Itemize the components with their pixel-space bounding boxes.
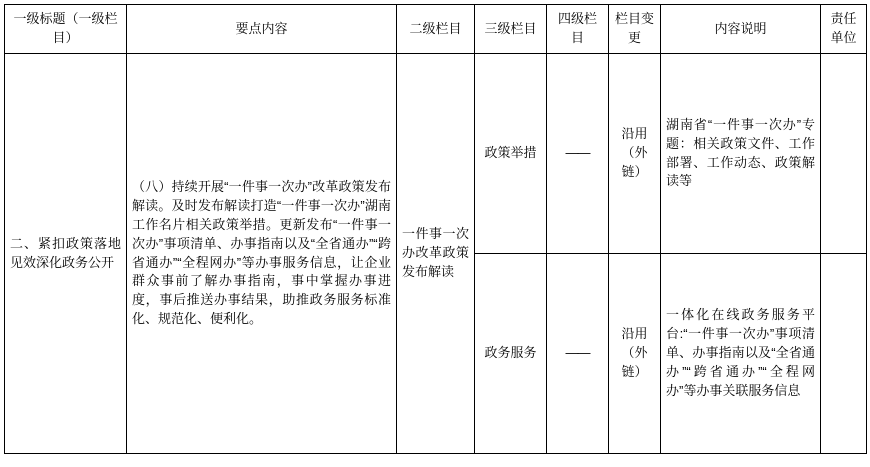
cell-responsible-unit bbox=[821, 54, 867, 254]
cell-level4-column: —— bbox=[547, 54, 609, 254]
document-page bbox=[0, 4, 870, 467]
column-header-column-change: 栏目变更 bbox=[609, 5, 661, 54]
cell-responsible-unit bbox=[821, 254, 867, 454]
cell-level4-column: —— bbox=[547, 254, 609, 454]
column-header-responsible-unit: 责任单位 bbox=[821, 5, 867, 54]
column-header-level4-column: 四级栏目 bbox=[547, 5, 609, 54]
column-header-level2-column: 二级栏目 bbox=[397, 5, 475, 54]
cell-level2-column: 一件事一次办改革政策发布解读 bbox=[397, 54, 475, 454]
cell-column-change: 沿用（外链） bbox=[609, 54, 661, 254]
column-header-level1-title: 一级标题（一级栏目） bbox=[5, 5, 127, 54]
column-header-level3-column: 三级栏目 bbox=[475, 5, 547, 54]
cell-level1-title: 二、紧扣政策落地见效深化政务公开 bbox=[5, 54, 127, 454]
cell-key-content: （八）持续开展“一件事一次办”改革政策发布解读。及时发布解读打造“一件事一次办”湖南工作名片相关政策举措。更新发布“一件事一次办”事项清单、办事指南以及“全省通办”“跨省通办”“全程网办”等办事服务信息，让企业群众事前了解办事指南，事中掌握办事进度，事后推送办事结果，助推政务服务标准化、规范化、便利化。 bbox=[127, 54, 397, 454]
table-row bbox=[5, 54, 867, 254]
cell-column-change: 沿用（外链） bbox=[609, 254, 661, 454]
table-body bbox=[5, 54, 867, 454]
table-header-row bbox=[5, 5, 867, 54]
cell-content-note: 一体化在线政务服务平台:“一件事一次办”事项清单、办事指南以及“全省通办”“跨省通办”“全程网办”等办事关联服务信息 bbox=[661, 254, 821, 454]
cell-level3-column: 政务服务 bbox=[475, 254, 547, 454]
column-header-content-note: 内容说明 bbox=[661, 5, 821, 54]
cell-content-note: 湖南省“一件事一次办”专题：相关政策文件、工作部署、工作动态、政策解读等 bbox=[661, 54, 821, 254]
cell-level3-column: 政策举措 bbox=[475, 54, 547, 254]
column-header-key-content: 要点内容 bbox=[127, 5, 397, 54]
policy-disclosure-table bbox=[4, 4, 867, 454]
